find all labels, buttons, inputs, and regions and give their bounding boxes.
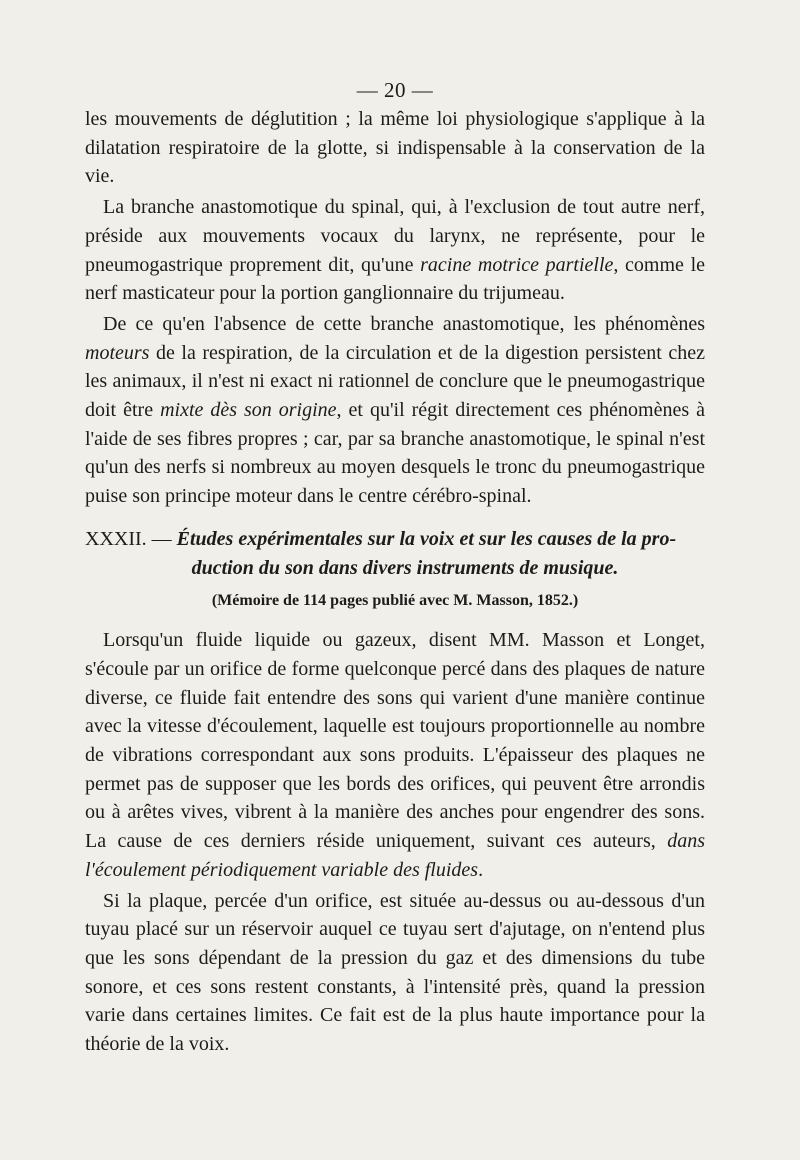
paragraph-3-emphasis-1: moteurs — [85, 341, 150, 364]
paragraph-3-text-c: , et qu'il régit directement ces phénomènes à l'aide de ses fibres propres ; car, par sa branche anastomotique, le spinal n'est qu'un des nerfs si nombreux au moyen desquels le tronc du pneumogastrique puise son principe moteur dans le centre cérébro-spinal. — [85, 399, 705, 508]
page-number: — 20 — — [356, 78, 434, 102]
paragraph-3-emphasis-2: mixte dès son origine — [160, 399, 337, 422]
section-dash: — — [146, 527, 177, 550]
section-title-line-1: Études expérimentales sur la voix et sur les causes de la pro- — [176, 527, 677, 550]
paragraph-2-text-a: La branche anastomotique du spinal, qui, à l'exclusion de tout autre nerf, préside aux mouvements vocaux du larynx, ne représente, pour le pneumogastrique proprement dit, qu'une — [85, 196, 705, 276]
paragraph-5: Si la plaque, percée d'un orifice, est située au-dessus ou au-dessous d'un tuyau placé sur un réservoir auquel ce tuyau sert d'ajutage, on n'entend plus que les sons dépendant de la pression du gaz et des dimensions du tube sonore, et ces sons restent constants, à l'intensité près, quand la pression varie dans certaines limites. Ce fait est de la plus haute importance pour la théorie de la voix. — [85, 889, 705, 1056]
section-number: XXXII. — [85, 527, 147, 550]
paragraph-4-emphasis: dans l'écoulement périodiquement variable des fluides — [85, 830, 705, 881]
paragraph-2-emphasis: racine motrice partielle — [420, 253, 614, 276]
paragraph-2-text-b: , comme le nerf masticateur pour la portion ganglionnaire du trijumeau. — [85, 253, 706, 305]
paragraph-2 — [85, 193, 705, 308]
paragraph-1: les mouvements de déglutition ; la même loi physiologique s'applique à la dilatation respiratoire de la glotte, si indispensable à la conservation de la vie. — [85, 108, 705, 188]
paragraph-4-text-a: Lorsqu'un fluide liquide ou gazeux, disent MM. Masson et Longet, s'écoule par un orifice de forme quelconque percé dans des plaques de nature diverse, ce fluide fait entendre des sons qui varient d'une manière continue avec la vitesse d'écoulement, laquelle est toujours proportionnelle au nombre de vibrations correspondant aux sons produits. L'épaisseur des plaques ne permet pas de supposer que les bords des orifices, qui peuvent être arrondis ou à arêtes vives, vibrent à la manière des anches pour engendrer des sons. La cause de ces derniers réside uniquement, suivant ces auteurs, — [85, 629, 705, 853]
paragraph-3 — [85, 310, 705, 511]
section-title-line-2: duction du son dans divers instruments de musique. — [191, 556, 619, 579]
memoire-note: (Mémoire de 114 pages publié avec M. Masson, 1852.) — [211, 592, 579, 610]
paragraph-3-text-a: De ce qu'en l'absence de cette branche anastomotique, les phénomènes — [103, 312, 705, 335]
section-heading — [85, 525, 705, 582]
paragraph-4 — [85, 626, 705, 884]
paragraph-3-text-b: de la respiration, de la circulation et de la digestion persistent chez les animaux, il n'est ni exact ni rationnel de conclure que le pneumogastrique doit être — [85, 341, 705, 422]
paragraph-4-text-b: . — [478, 858, 484, 881]
